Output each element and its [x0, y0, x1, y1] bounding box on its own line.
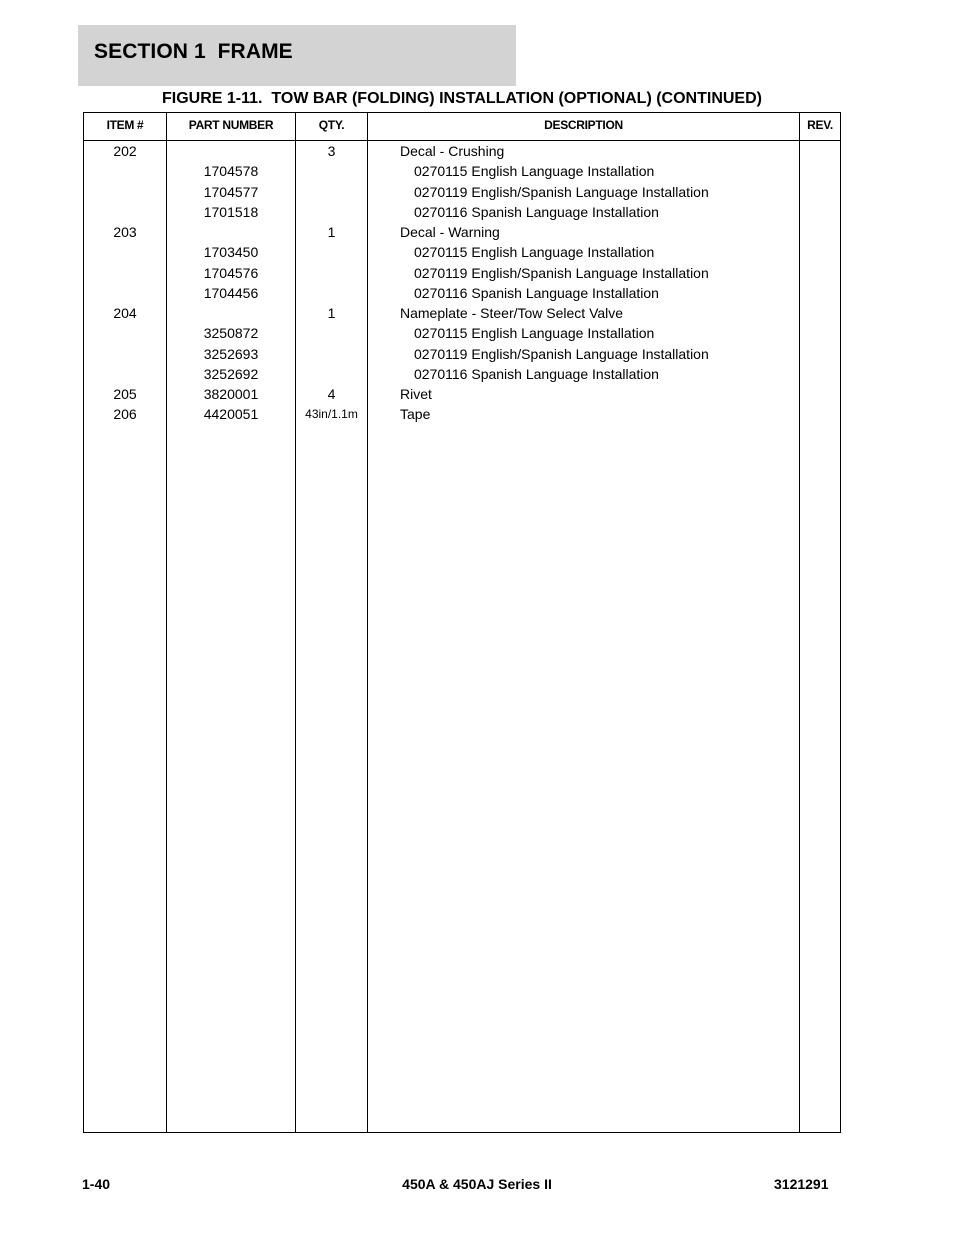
part-number-cell: 3250872	[203, 325, 259, 342]
description-cell: 0270116 Spanish Language Installation	[414, 365, 659, 382]
table-row	[84, 242, 840, 262]
item-number-cell	[84, 283, 166, 303]
quantity-cell	[296, 161, 367, 181]
part-number-cell: 1704577	[203, 183, 259, 200]
item-number-cell	[84, 263, 166, 283]
quantity-cell: 1	[327, 224, 336, 240]
description-cell: Decal - Warning	[400, 224, 500, 240]
column-header-part-number: PART NUMBER	[188, 118, 274, 132]
quantity-cell: 1	[327, 305, 336, 321]
item-number-cell: 202	[113, 143, 137, 159]
quantity-cell: 43in/1.1m	[305, 407, 358, 422]
table-row	[84, 404, 840, 424]
item-number-cell	[84, 202, 166, 222]
part-number-cell	[167, 141, 295, 161]
table-row	[84, 283, 840, 303]
model-name: 450A & 450AJ Series II	[402, 1176, 552, 1192]
quantity-cell	[296, 283, 367, 303]
item-number-cell	[84, 161, 166, 181]
table-row	[84, 263, 840, 283]
part-number-cell: 4420051	[203, 406, 259, 423]
description-cell: 0270116 Spanish Language Installation	[414, 203, 659, 220]
parts-table	[83, 112, 841, 1133]
table-row	[84, 364, 840, 384]
quantity-cell	[296, 242, 367, 262]
page-number: 1-40	[82, 1176, 111, 1192]
part-number-cell: 1704456	[203, 284, 259, 301]
figure-title: FIGURE 1-11. TOW BAR (FOLDING) INSTALLATION (OPTIONAL) (CONTINUED)	[162, 90, 762, 107]
quantity-cell	[296, 202, 367, 222]
section-banner	[78, 25, 516, 86]
item-number-cell	[84, 182, 166, 202]
column-header-item: ITEM #	[106, 118, 144, 132]
table-row	[84, 344, 840, 364]
table-row	[84, 202, 840, 222]
item-number-cell	[84, 242, 166, 262]
description-cell: Decal - Crushing	[400, 143, 505, 159]
item-number-cell	[84, 323, 166, 343]
description-cell: 0270115 English Language Installation	[414, 163, 655, 180]
column-header-description: DESCRIPTION	[544, 118, 623, 132]
table-row	[84, 141, 840, 161]
item-number-cell: 204	[113, 305, 137, 321]
table-header-row	[84, 113, 840, 141]
table-row	[84, 161, 840, 181]
item-number-cell: 206	[113, 406, 137, 423]
part-number-cell: 1704578	[203, 163, 259, 180]
item-number-cell	[84, 344, 166, 364]
table-row	[84, 384, 840, 404]
part-number-cell: 1701518	[203, 203, 259, 220]
quantity-cell: 4	[327, 386, 336, 402]
part-number-cell: 3252693	[203, 345, 259, 362]
table-row	[84, 182, 840, 202]
description-cell: 0270119 English/Spanish Language Installation	[414, 345, 709, 362]
section-title: SECTION 1 FRAME	[94, 40, 293, 63]
part-number-cell: 1704576	[203, 264, 259, 281]
quantity-cell	[296, 344, 367, 364]
quantity-cell	[296, 263, 367, 283]
item-number-cell	[84, 364, 166, 384]
document-number: 3121291	[774, 1176, 829, 1192]
item-number-cell: 205	[113, 386, 137, 402]
description-cell: Rivet	[400, 386, 432, 402]
part-number-cell: 3252692	[203, 365, 259, 382]
quantity-cell: 3	[327, 143, 336, 159]
description-cell: 0270116 Spanish Language Installation	[414, 284, 659, 301]
description-cell: 0270119 English/Spanish Language Installation	[414, 264, 709, 281]
quantity-cell	[296, 364, 367, 384]
part-number-cell: 1703450	[203, 244, 259, 261]
description-cell: Tape	[400, 406, 431, 423]
description-cell: 0270119 English/Spanish Language Installation	[414, 183, 709, 200]
item-number-cell: 203	[113, 224, 137, 240]
table-body	[84, 141, 840, 425]
part-number-cell: 3820001	[203, 386, 259, 402]
quantity-cell	[296, 182, 367, 202]
table-row	[84, 222, 840, 242]
quantity-cell	[296, 323, 367, 343]
description-cell: Nameplate - Steer/Tow Select Valve	[400, 305, 624, 321]
table-row	[84, 323, 840, 343]
description-cell: 0270115 English Language Installation	[414, 244, 655, 261]
part-number-cell	[167, 222, 295, 242]
part-number-cell	[167, 303, 295, 323]
column-header-qty: QTY.	[318, 118, 345, 132]
table-row	[84, 303, 840, 323]
description-cell: 0270115 English Language Installation	[414, 325, 655, 342]
column-header-rev: REV.	[807, 118, 833, 132]
